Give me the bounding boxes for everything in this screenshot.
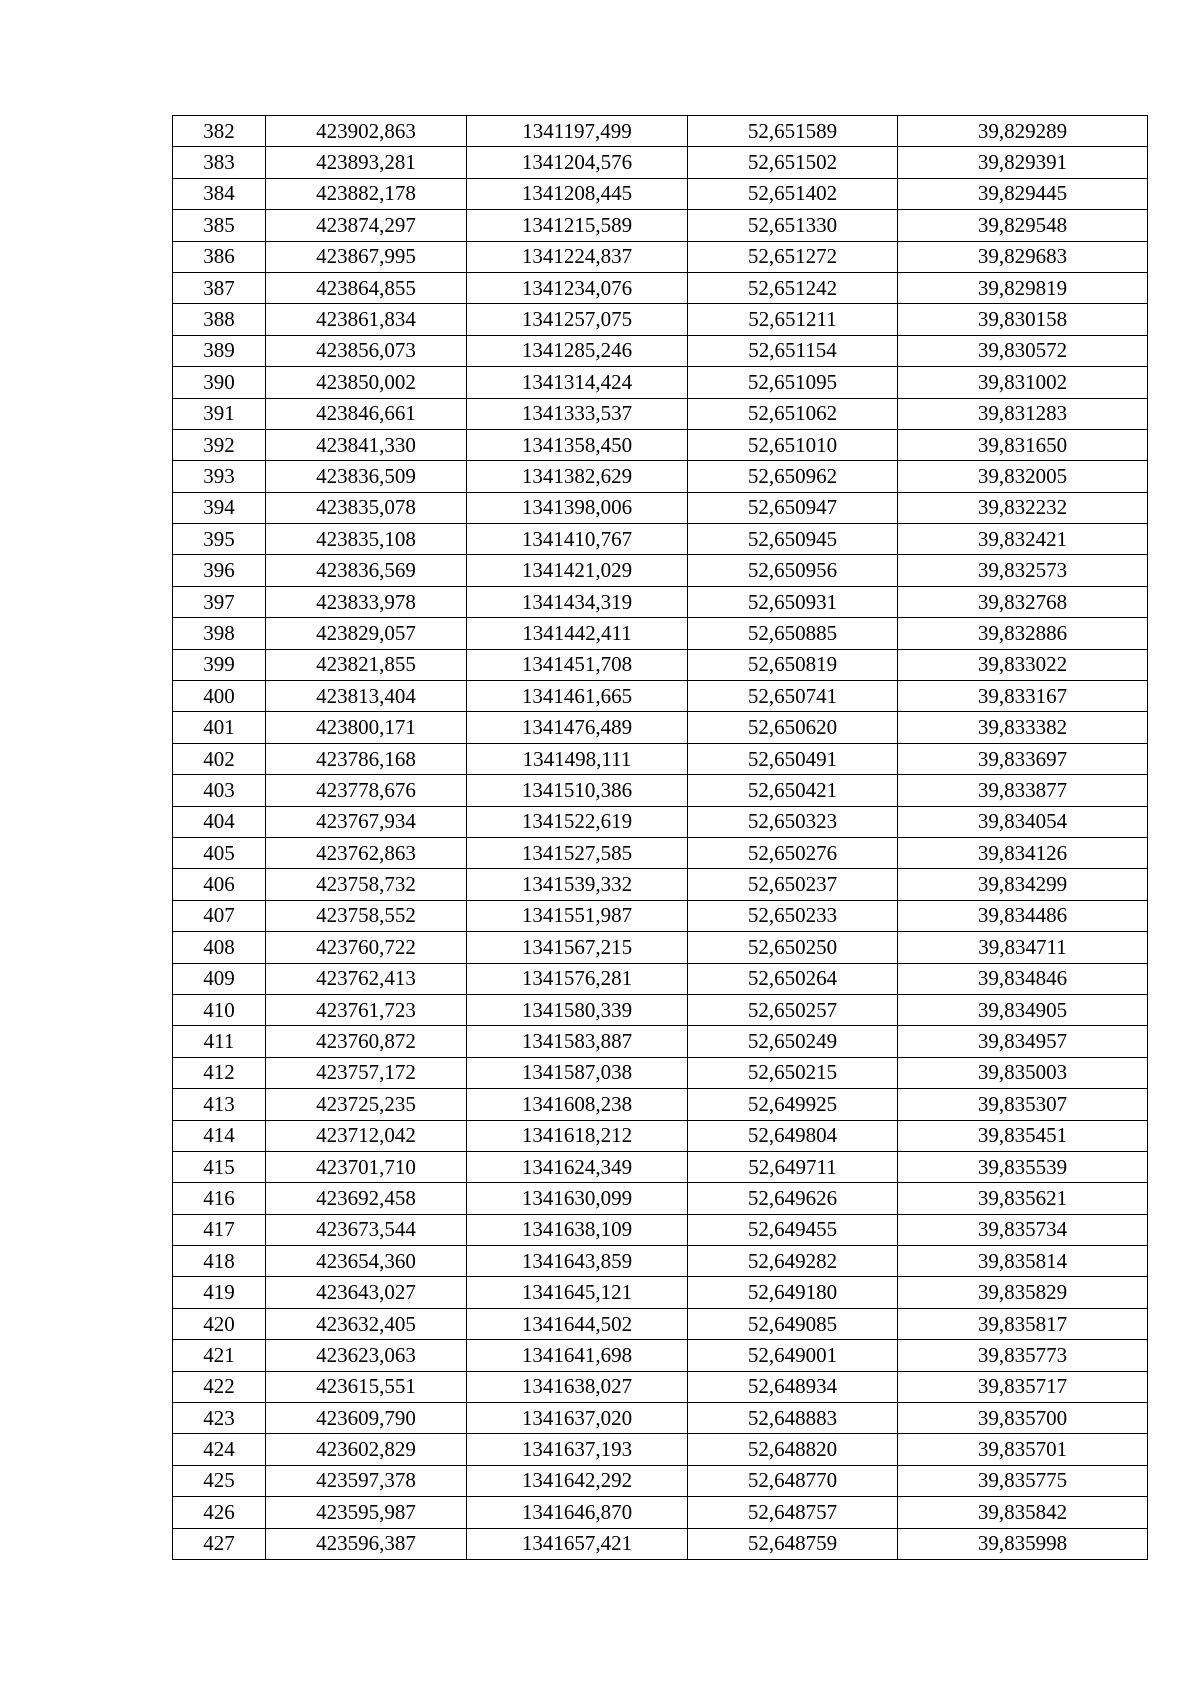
- y-coordinate-cell: 1341646,870: [467, 1497, 688, 1528]
- point-number-cell: 409: [173, 963, 266, 994]
- y-coordinate-cell: 1341476,489: [467, 712, 688, 743]
- y-coordinate-cell: 1341567,215: [467, 932, 688, 963]
- y-coordinate-cell: 1341638,109: [467, 1214, 688, 1245]
- longitude-cell: 39,833877: [898, 775, 1148, 806]
- latitude-cell: 52,651010: [688, 429, 898, 460]
- latitude-cell: 52,649180: [688, 1277, 898, 1308]
- x-coordinate-cell: 423813,404: [266, 681, 467, 712]
- longitude-cell: 39,835734: [898, 1214, 1148, 1245]
- x-coordinate-cell: 423615,551: [266, 1371, 467, 1402]
- table-row: [173, 712, 1148, 743]
- y-coordinate-cell: 1341215,589: [467, 210, 688, 241]
- point-number-cell: 385: [173, 210, 266, 241]
- latitude-cell: 52,648770: [688, 1465, 898, 1496]
- point-number-cell: 424: [173, 1434, 266, 1465]
- table-row: [173, 241, 1148, 272]
- latitude-cell: 52,651062: [688, 398, 898, 429]
- latitude-cell: 52,650885: [688, 618, 898, 649]
- latitude-cell: 52,649001: [688, 1340, 898, 1371]
- latitude-cell: 52,651502: [688, 147, 898, 178]
- x-coordinate-cell: 423596,387: [266, 1528, 467, 1559]
- longitude-cell: 39,835701: [898, 1434, 1148, 1465]
- latitude-cell: 52,650250: [688, 932, 898, 963]
- y-coordinate-cell: 1341522,619: [467, 806, 688, 837]
- longitude-cell: 39,835307: [898, 1089, 1148, 1120]
- latitude-cell: 52,651242: [688, 272, 898, 303]
- x-coordinate-cell: 423767,934: [266, 806, 467, 837]
- x-coordinate-cell: 423850,002: [266, 367, 467, 398]
- y-coordinate-cell: 1341382,629: [467, 461, 688, 492]
- table-row: [173, 869, 1148, 900]
- x-coordinate-cell: 423762,863: [266, 837, 467, 868]
- latitude-cell: 52,649282: [688, 1246, 898, 1277]
- table-row: [173, 304, 1148, 335]
- x-coordinate-cell: 423760,872: [266, 1026, 467, 1057]
- latitude-cell: 52,651154: [688, 335, 898, 366]
- y-coordinate-cell: 1341587,038: [467, 1057, 688, 1088]
- longitude-cell: 39,835817: [898, 1308, 1148, 1339]
- point-number-cell: 383: [173, 147, 266, 178]
- longitude-cell: 39,832232: [898, 492, 1148, 523]
- point-number-cell: 394: [173, 492, 266, 523]
- latitude-cell: 52,648820: [688, 1434, 898, 1465]
- longitude-cell: 39,835829: [898, 1277, 1148, 1308]
- longitude-cell: 39,835842: [898, 1497, 1148, 1528]
- latitude-cell: 52,650620: [688, 712, 898, 743]
- point-number-cell: 389: [173, 335, 266, 366]
- point-number-cell: 386: [173, 241, 266, 272]
- table-row: [173, 586, 1148, 617]
- y-coordinate-cell: 1341608,238: [467, 1089, 688, 1120]
- x-coordinate-cell: 423758,552: [266, 900, 467, 931]
- y-coordinate-cell: 1341630,099: [467, 1183, 688, 1214]
- x-coordinate-cell: 423778,676: [266, 775, 467, 806]
- table-row: [173, 1246, 1148, 1277]
- x-coordinate-cell: 423597,378: [266, 1465, 467, 1496]
- table-row: [173, 775, 1148, 806]
- point-number-cell: 416: [173, 1183, 266, 1214]
- point-number-cell: 425: [173, 1465, 266, 1496]
- longitude-cell: 39,835775: [898, 1465, 1148, 1496]
- latitude-cell: 52,651272: [688, 241, 898, 272]
- table-row: [173, 1151, 1148, 1182]
- x-coordinate-cell: 423861,834: [266, 304, 467, 335]
- y-coordinate-cell: 1341657,421: [467, 1528, 688, 1559]
- table-row: [173, 1089, 1148, 1120]
- longitude-cell: 39,834486: [898, 900, 1148, 931]
- point-number-cell: 405: [173, 837, 266, 868]
- latitude-cell: 52,648934: [688, 1371, 898, 1402]
- x-coordinate-cell: 423758,732: [266, 869, 467, 900]
- table-row: [173, 994, 1148, 1025]
- latitude-cell: 52,649626: [688, 1183, 898, 1214]
- point-number-cell: 392: [173, 429, 266, 460]
- table-row: [173, 1308, 1148, 1339]
- point-number-cell: 415: [173, 1151, 266, 1182]
- point-number-cell: 404: [173, 806, 266, 837]
- x-coordinate-cell: 423835,108: [266, 524, 467, 555]
- latitude-cell: 52,650491: [688, 743, 898, 774]
- y-coordinate-cell: 1341442,411: [467, 618, 688, 649]
- table-row: [173, 963, 1148, 994]
- y-coordinate-cell: 1341197,499: [467, 116, 688, 147]
- y-coordinate-cell: 1341583,887: [467, 1026, 688, 1057]
- point-number-cell: 408: [173, 932, 266, 963]
- point-number-cell: 414: [173, 1120, 266, 1151]
- y-coordinate-cell: 1341642,292: [467, 1465, 688, 1496]
- table-row: [173, 649, 1148, 680]
- x-coordinate-cell: 423829,057: [266, 618, 467, 649]
- point-number-cell: 382: [173, 116, 266, 147]
- y-coordinate-cell: 1341421,029: [467, 555, 688, 586]
- point-number-cell: 407: [173, 900, 266, 931]
- y-coordinate-cell: 1341539,332: [467, 869, 688, 900]
- longitude-cell: 39,834905: [898, 994, 1148, 1025]
- x-coordinate-cell: 423893,281: [266, 147, 467, 178]
- latitude-cell: 52,651211: [688, 304, 898, 335]
- latitude-cell: 52,650947: [688, 492, 898, 523]
- x-coordinate-cell: 423692,458: [266, 1183, 467, 1214]
- point-number-cell: 427: [173, 1528, 266, 1559]
- longitude-cell: 39,829683: [898, 241, 1148, 272]
- table-row: [173, 398, 1148, 429]
- x-coordinate-cell: 423654,360: [266, 1246, 467, 1277]
- longitude-cell: 39,832886: [898, 618, 1148, 649]
- y-coordinate-cell: 1341461,665: [467, 681, 688, 712]
- x-coordinate-cell: 423760,722: [266, 932, 467, 963]
- table-row: [173, 210, 1148, 241]
- x-coordinate-cell: 423757,172: [266, 1057, 467, 1088]
- y-coordinate-cell: 1341285,246: [467, 335, 688, 366]
- x-coordinate-cell: 423643,027: [266, 1277, 467, 1308]
- latitude-cell: 52,650264: [688, 963, 898, 994]
- y-coordinate-cell: 1341644,502: [467, 1308, 688, 1339]
- y-coordinate-cell: 1341333,537: [467, 398, 688, 429]
- longitude-cell: 39,835621: [898, 1183, 1148, 1214]
- x-coordinate-cell: 423725,235: [266, 1089, 467, 1120]
- longitude-cell: 39,834299: [898, 869, 1148, 900]
- longitude-cell: 39,835539: [898, 1151, 1148, 1182]
- y-coordinate-cell: 1341434,319: [467, 586, 688, 617]
- table-row: [173, 1026, 1148, 1057]
- y-coordinate-cell: 1341314,424: [467, 367, 688, 398]
- latitude-cell: 52,650819: [688, 649, 898, 680]
- longitude-cell: 39,832768: [898, 586, 1148, 617]
- table-row: [173, 116, 1148, 147]
- longitude-cell: 39,833382: [898, 712, 1148, 743]
- latitude-cell: 52,650741: [688, 681, 898, 712]
- latitude-cell: 52,649925: [688, 1089, 898, 1120]
- point-number-cell: 396: [173, 555, 266, 586]
- latitude-cell: 52,650215: [688, 1057, 898, 1088]
- table-row: [173, 461, 1148, 492]
- y-coordinate-cell: 1341527,585: [467, 837, 688, 868]
- x-coordinate-cell: 423800,171: [266, 712, 467, 743]
- table-row: [173, 1434, 1148, 1465]
- longitude-cell: 39,834054: [898, 806, 1148, 837]
- longitude-cell: 39,835451: [898, 1120, 1148, 1151]
- longitude-cell: 39,829548: [898, 210, 1148, 241]
- x-coordinate-cell: 423882,178: [266, 178, 467, 209]
- x-coordinate-cell: 423786,168: [266, 743, 467, 774]
- longitude-cell: 39,835700: [898, 1403, 1148, 1434]
- x-coordinate-cell: 423609,790: [266, 1403, 467, 1434]
- longitude-cell: 39,835814: [898, 1246, 1148, 1277]
- longitude-cell: 39,833167: [898, 681, 1148, 712]
- longitude-cell: 39,834957: [898, 1026, 1148, 1057]
- longitude-cell: 39,831650: [898, 429, 1148, 460]
- latitude-cell: 52,649711: [688, 1151, 898, 1182]
- x-coordinate-cell: 423874,297: [266, 210, 467, 241]
- latitude-cell: 52,651095: [688, 367, 898, 398]
- latitude-cell: 52,650233: [688, 900, 898, 931]
- latitude-cell: 52,648883: [688, 1403, 898, 1434]
- table-row: [173, 367, 1148, 398]
- y-coordinate-cell: 1341498,111: [467, 743, 688, 774]
- y-coordinate-cell: 1341257,075: [467, 304, 688, 335]
- point-number-cell: 395: [173, 524, 266, 555]
- table-row: [173, 1214, 1148, 1245]
- y-coordinate-cell: 1341637,193: [467, 1434, 688, 1465]
- table-row: [173, 1057, 1148, 1088]
- x-coordinate-cell: 423821,855: [266, 649, 467, 680]
- table-row: [173, 618, 1148, 649]
- latitude-cell: 52,650237: [688, 869, 898, 900]
- x-coordinate-cell: 423833,978: [266, 586, 467, 617]
- point-number-cell: 421: [173, 1340, 266, 1371]
- table-row: [173, 1403, 1148, 1434]
- longitude-cell: 39,833022: [898, 649, 1148, 680]
- latitude-cell: 52,650257: [688, 994, 898, 1025]
- y-coordinate-cell: 1341637,020: [467, 1403, 688, 1434]
- point-number-cell: 387: [173, 272, 266, 303]
- latitude-cell: 52,651589: [688, 116, 898, 147]
- latitude-cell: 52,650421: [688, 775, 898, 806]
- latitude-cell: 52,648759: [688, 1528, 898, 1559]
- x-coordinate-cell: 423701,710: [266, 1151, 467, 1182]
- latitude-cell: 52,650276: [688, 837, 898, 868]
- longitude-cell: 39,835717: [898, 1371, 1148, 1402]
- x-coordinate-cell: 423856,073: [266, 335, 467, 366]
- x-coordinate-cell: 423836,569: [266, 555, 467, 586]
- table-row: [173, 1497, 1148, 1528]
- y-coordinate-cell: 1341551,987: [467, 900, 688, 931]
- x-coordinate-cell: 423602,829: [266, 1434, 467, 1465]
- table-row: [173, 1340, 1148, 1371]
- latitude-cell: 52,651402: [688, 178, 898, 209]
- table-row: [173, 900, 1148, 931]
- longitude-cell: 39,829445: [898, 178, 1148, 209]
- table-row: [173, 524, 1148, 555]
- table-row: [173, 743, 1148, 774]
- point-number-cell: 406: [173, 869, 266, 900]
- y-coordinate-cell: 1341234,076: [467, 272, 688, 303]
- x-coordinate-cell: 423761,723: [266, 994, 467, 1025]
- coordinates-table: [172, 115, 1148, 1560]
- point-number-cell: 418: [173, 1246, 266, 1277]
- point-number-cell: 422: [173, 1371, 266, 1402]
- latitude-cell: 52,650956: [688, 555, 898, 586]
- table-row: [173, 178, 1148, 209]
- latitude-cell: 52,648757: [688, 1497, 898, 1528]
- longitude-cell: 39,834126: [898, 837, 1148, 868]
- y-coordinate-cell: 1341510,386: [467, 775, 688, 806]
- longitude-cell: 39,835773: [898, 1340, 1148, 1371]
- point-number-cell: 420: [173, 1308, 266, 1339]
- y-coordinate-cell: 1341618,212: [467, 1120, 688, 1151]
- table-row: [173, 806, 1148, 837]
- y-coordinate-cell: 1341204,576: [467, 147, 688, 178]
- table-row: [173, 555, 1148, 586]
- point-number-cell: 401: [173, 712, 266, 743]
- table-row: [173, 147, 1148, 178]
- x-coordinate-cell: 423867,995: [266, 241, 467, 272]
- x-coordinate-cell: 423712,042: [266, 1120, 467, 1151]
- point-number-cell: 417: [173, 1214, 266, 1245]
- point-number-cell: 399: [173, 649, 266, 680]
- longitude-cell: 39,829819: [898, 272, 1148, 303]
- point-number-cell: 393: [173, 461, 266, 492]
- y-coordinate-cell: 1341358,450: [467, 429, 688, 460]
- table-row: [173, 932, 1148, 963]
- longitude-cell: 39,834846: [898, 963, 1148, 994]
- longitude-cell: 39,832573: [898, 555, 1148, 586]
- point-number-cell: 403: [173, 775, 266, 806]
- longitude-cell: 39,830572: [898, 335, 1148, 366]
- table-row: [173, 335, 1148, 366]
- point-number-cell: 402: [173, 743, 266, 774]
- x-coordinate-cell: 423632,405: [266, 1308, 467, 1339]
- y-coordinate-cell: 1341208,445: [467, 178, 688, 209]
- point-number-cell: 391: [173, 398, 266, 429]
- longitude-cell: 39,832005: [898, 461, 1148, 492]
- point-number-cell: 426: [173, 1497, 266, 1528]
- latitude-cell: 52,650323: [688, 806, 898, 837]
- latitude-cell: 52,649085: [688, 1308, 898, 1339]
- x-coordinate-cell: 423835,078: [266, 492, 467, 523]
- point-number-cell: 388: [173, 304, 266, 335]
- table-row: [173, 1465, 1148, 1496]
- y-coordinate-cell: 1341576,281: [467, 963, 688, 994]
- x-coordinate-cell: 423836,509: [266, 461, 467, 492]
- table-row: [173, 1277, 1148, 1308]
- table-row: [173, 837, 1148, 868]
- latitude-cell: 52,650962: [688, 461, 898, 492]
- point-number-cell: 423: [173, 1403, 266, 1434]
- point-number-cell: 410: [173, 994, 266, 1025]
- y-coordinate-cell: 1341641,698: [467, 1340, 688, 1371]
- table-row: [173, 1120, 1148, 1151]
- table-row: [173, 681, 1148, 712]
- y-coordinate-cell: 1341624,349: [467, 1151, 688, 1182]
- longitude-cell: 39,829391: [898, 147, 1148, 178]
- latitude-cell: 52,649455: [688, 1214, 898, 1245]
- point-number-cell: 413: [173, 1089, 266, 1120]
- longitude-cell: 39,834711: [898, 932, 1148, 963]
- y-coordinate-cell: 1341580,339: [467, 994, 688, 1025]
- longitude-cell: 39,832421: [898, 524, 1148, 555]
- point-number-cell: 400: [173, 681, 266, 712]
- longitude-cell: 39,831002: [898, 367, 1148, 398]
- point-number-cell: 419: [173, 1277, 266, 1308]
- table-row: [173, 1183, 1148, 1214]
- point-number-cell: 384: [173, 178, 266, 209]
- longitude-cell: 39,831283: [898, 398, 1148, 429]
- latitude-cell: 52,650249: [688, 1026, 898, 1057]
- x-coordinate-cell: 423595,987: [266, 1497, 467, 1528]
- y-coordinate-cell: 1341224,837: [467, 241, 688, 272]
- y-coordinate-cell: 1341638,027: [467, 1371, 688, 1402]
- table-row: [173, 1371, 1148, 1402]
- longitude-cell: 39,835998: [898, 1528, 1148, 1559]
- x-coordinate-cell: 423623,063: [266, 1340, 467, 1371]
- point-number-cell: 390: [173, 367, 266, 398]
- point-number-cell: 411: [173, 1026, 266, 1057]
- latitude-cell: 52,650945: [688, 524, 898, 555]
- y-coordinate-cell: 1341410,767: [467, 524, 688, 555]
- longitude-cell: 39,833697: [898, 743, 1148, 774]
- x-coordinate-cell: 423864,855: [266, 272, 467, 303]
- table-row: [173, 272, 1148, 303]
- x-coordinate-cell: 423762,413: [266, 963, 467, 994]
- y-coordinate-cell: 1341645,121: [467, 1277, 688, 1308]
- x-coordinate-cell: 423841,330: [266, 429, 467, 460]
- table-row: [173, 492, 1148, 523]
- table-row: [173, 429, 1148, 460]
- point-number-cell: 397: [173, 586, 266, 617]
- y-coordinate-cell: 1341643,859: [467, 1246, 688, 1277]
- point-number-cell: 412: [173, 1057, 266, 1088]
- y-coordinate-cell: 1341451,708: [467, 649, 688, 680]
- table-row: [173, 1528, 1148, 1559]
- latitude-cell: 52,651330: [688, 210, 898, 241]
- y-coordinate-cell: 1341398,006: [467, 492, 688, 523]
- longitude-cell: 39,835003: [898, 1057, 1148, 1088]
- x-coordinate-cell: 423846,661: [266, 398, 467, 429]
- latitude-cell: 52,649804: [688, 1120, 898, 1151]
- longitude-cell: 39,829289: [898, 116, 1148, 147]
- latitude-cell: 52,650931: [688, 586, 898, 617]
- x-coordinate-cell: 423673,544: [266, 1214, 467, 1245]
- point-number-cell: 398: [173, 618, 266, 649]
- longitude-cell: 39,830158: [898, 304, 1148, 335]
- x-coordinate-cell: 423902,863: [266, 116, 467, 147]
- coordinates-table-body: [173, 116, 1148, 1560]
